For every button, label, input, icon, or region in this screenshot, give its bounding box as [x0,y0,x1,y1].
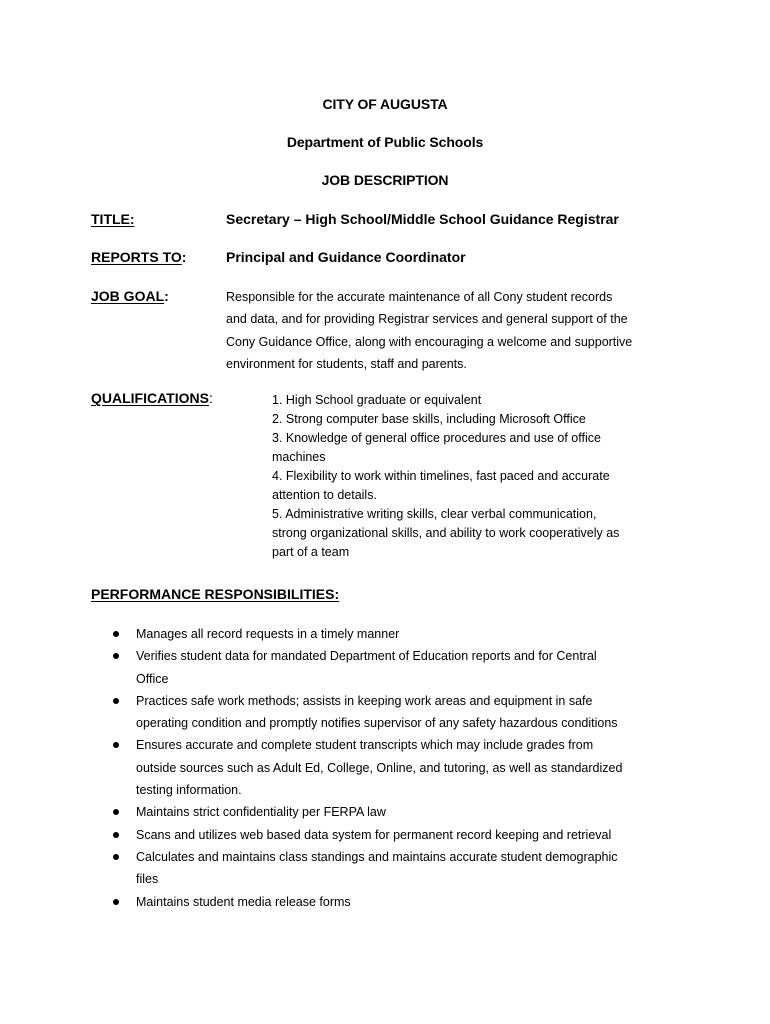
list-item [110,690,710,735]
qualification-line: machines [272,450,326,464]
list-item-line: testing information. [136,783,242,798]
bullet-icon [113,832,119,838]
qualifications-colon: : [208,390,213,406]
city-heading: CITY OF AUGUSTA [322,96,448,112]
list-item-line: Manages all record requests in a timely manner [136,627,400,641]
job-goal-line: environment for students, staff and parents. [226,356,467,371]
list-item-line: Office [136,671,169,686]
qualification-line: 1. High School graduate or equivalent [272,393,482,407]
qualification-line: attention to details. [272,488,377,502]
department-heading: Department of Public Schools [286,134,484,150]
qualification-line: strong organizational skills, and ability to work cooperatively as [272,526,620,540]
list-item-line: outside sources such as Adult Ed, College, Online, and tutoring, as well as standardized [136,760,623,775]
qualifications-label-text: QUALIFICATIONS [91,390,209,406]
job-goal-label-text: JOB GOAL [91,288,165,304]
bullet-icon [113,742,119,748]
qualification-line: 5. Administrative writing skills, clear verbal communication, [272,507,597,521]
bullet-icon [113,653,119,659]
reports-to-value: Principal and Guidance Coordinator [226,249,466,265]
list-item [110,824,710,846]
qualification-line: 3. Knowledge of general office procedures and use of office [272,431,601,445]
bullet-icon [113,809,119,815]
list-item [110,645,710,690]
bullet-icon [113,698,119,704]
job-goal-line: Cony Guidance Office, along with encouraging a welcome and supportive [226,334,633,349]
performance-list [110,623,710,913]
reports-to-label [91,249,186,265]
job-goal-line: and data, and for providing Registrar services and general support of the [226,312,628,327]
qualifications-list [272,391,692,562]
job-goal-colon: : [164,288,169,304]
list-item-line: Maintains student media release forms [136,894,351,909]
doc-type-heading: JOB DESCRIPTION [321,172,449,188]
list-item [110,734,710,801]
list-item [110,891,710,913]
list-item-line: Scans and utilizes web based data system for permanent record keeping and retrieval [136,827,612,842]
qualification-line: 2. Strong computer base skills, including Microsoft Office [272,412,586,426]
title-value: Secretary – High School/Middle School Guidance Registrar [226,211,619,227]
title-label [91,211,135,227]
list-item-line: Maintains strict confidentiality per FERPA law [136,805,386,820]
list-item-line: operating condition and promptly notifies supervisor of any safety hazardous conditions [136,716,618,731]
qualification-line: 4. Flexibility to work within timelines, fast paced and accurate [272,469,610,483]
job-goal-label [91,288,169,304]
bullet-icon [113,631,119,637]
list-item-line: Practices safe work methods; assists in keeping work areas and equipment in safe [136,693,593,708]
list-item [110,846,710,891]
list-item-line: Ensures accurate and complete student transcripts which may include grades from [136,738,594,753]
list-item-line: Calculates and maintains class standings and maintains accurate student demographic [136,849,618,864]
list-item [110,801,710,823]
qualification-line: part of a team [272,545,350,559]
bullet-icon [113,854,119,860]
bullet-icon [113,899,119,905]
performance-heading: PERFORMANCE RESPONSIBILITIES: [91,586,340,602]
list-item-line: Verifies student data for mandated Department of Education reports and for Central [136,649,597,664]
qualifications-label [91,390,213,406]
reports-to-label-text: REPORTS TO [91,249,182,265]
title-label-text: TITLE: [91,211,135,227]
job-goal-line: Responsible for the accurate maintenance of all Cony student records [226,290,613,304]
list-item [110,623,710,645]
reports-to-colon: : [181,249,187,265]
list-item-line: files [136,872,159,887]
job-goal-text [226,286,686,375]
